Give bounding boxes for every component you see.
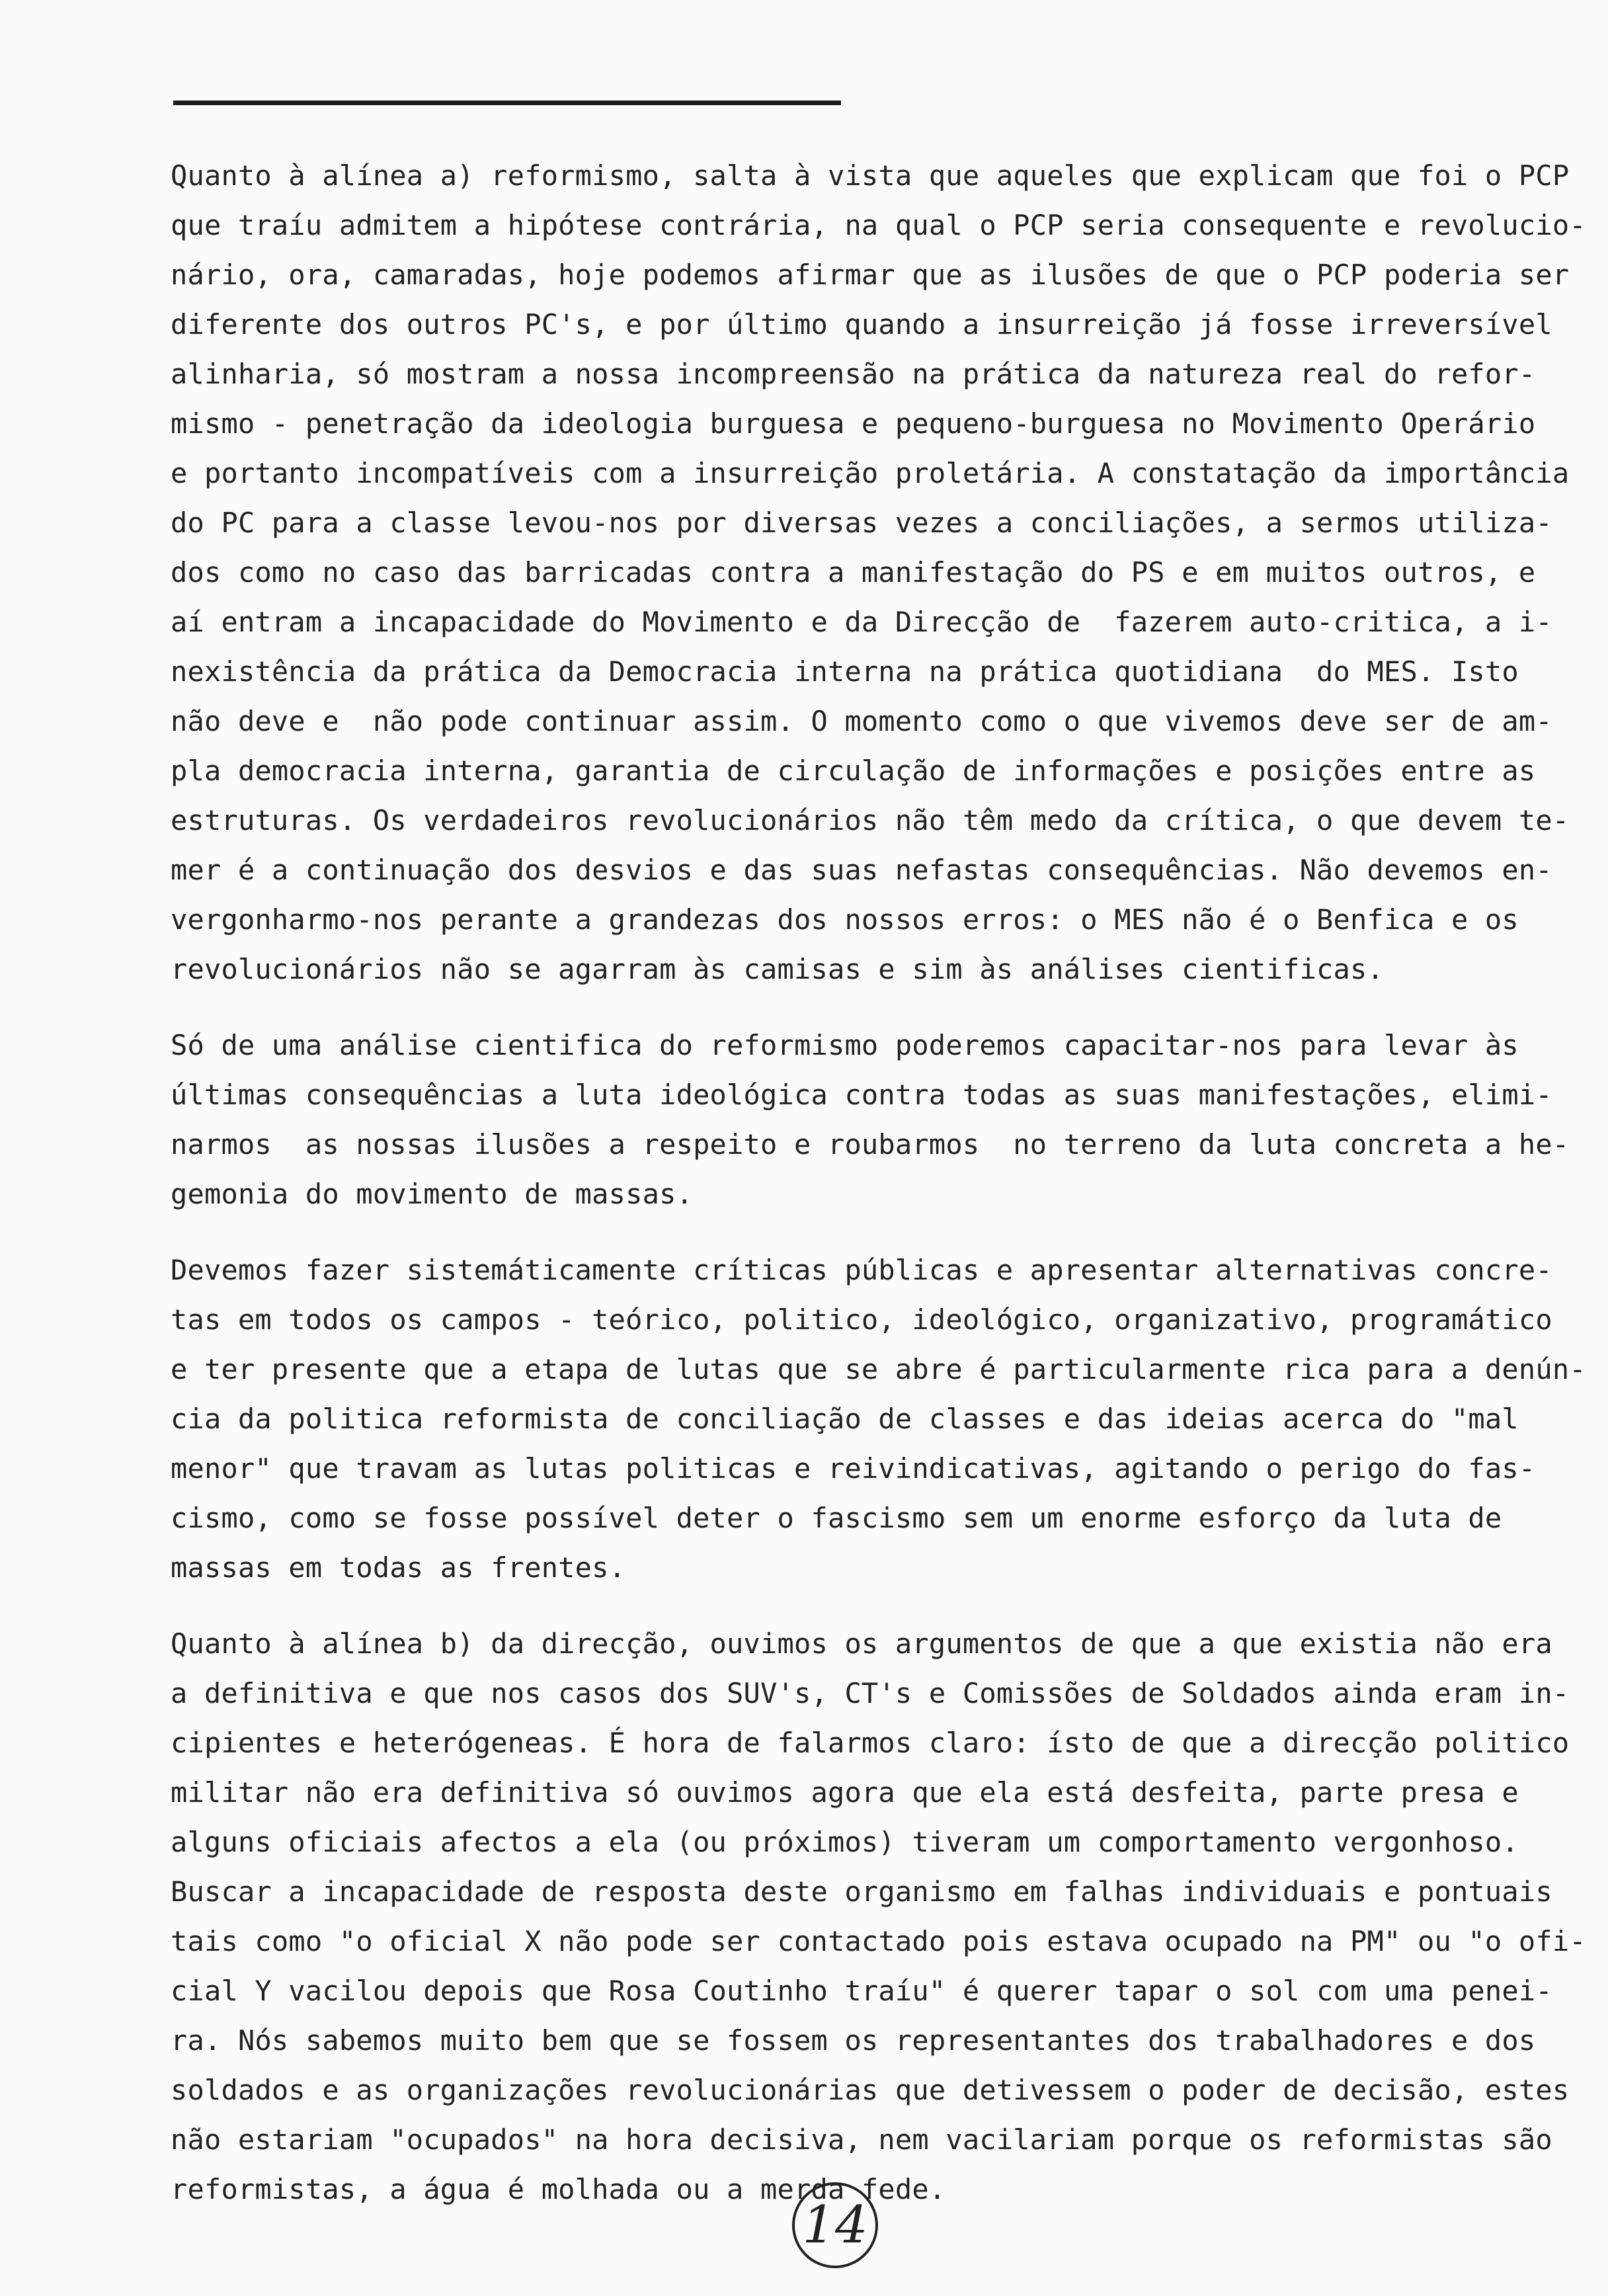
text-line: do PC para a classe levou-nos por diversas vezes a conciliações, a sermos utiliza- [171, 507, 1552, 539]
text-line: aí entram a incapacidade do Movimento e da Direcção de fazerem auto-critica, a i- [171, 606, 1552, 638]
text-line: Quanto à alínea b) da direcção, ouvimos os argumentos de que a que existia não era [171, 1627, 1552, 1660]
text-line: vergonharmo-nos perante a grandezas dos nossos erros: o MES não é o Benfica e os [171, 903, 1519, 936]
text-line: diferente dos outros PC's, e por último quando a insurreição já fosse irreversível [171, 308, 1552, 341]
text-line: mer é a continuação dos desvios e das suas nefastas consequências. Não devemos en- [171, 854, 1552, 886]
text-line: e ter presente que a etapa de lutas que se abre é particularmente rica para a denún- [171, 1353, 1586, 1385]
text-line: e portanto incompatíveis com a insurreição proletária. A constatação da importância [171, 457, 1570, 489]
page-number: 14 [792, 2182, 878, 2268]
text-line: revolucionários não se agarram às camisas e sim às análises cientificas. [171, 953, 1385, 985]
text-line: gemonia do movimento de massas. [171, 1178, 694, 1210]
header-rule [173, 101, 841, 105]
paragraph-direccao [171, 1619, 1586, 2214]
text-line: não deve e não pode continuar assim. O momento como o que vivemos deve ser de am- [171, 705, 1552, 737]
text-line: dos como no caso das barricadas contra a manifestação do PS e em muitos outros, e [171, 556, 1536, 589]
text-line: narmos as nossas ilusões a respeito e roubarmos no terreno da luta concreta a he- [171, 1128, 1570, 1161]
text-line: reformistas, a água é molhada ou a merda fede. [171, 2173, 946, 2205]
text-line: alguns oficiais afectos a ela (ou próximos) tiveram um comportamento vergonhoso. [171, 1826, 1519, 1858]
text-line: cismo, como se fosse possível deter o fascismo sem um enorme esforço da luta de [171, 1502, 1502, 1534]
text-line: Quanto à alínea a) reformismo, salta à vista que aqueles que explicam que foi o PCP [171, 159, 1570, 192]
text-line: Só de uma análise cientifica do reformismo poderemos capacitar-nos para levar às [171, 1029, 1519, 1061]
paragraph-analise-cientifica [171, 1020, 1570, 1219]
text-line: mismo - penetração da ideologia burguesa e pequeno-burguesa no Movimento Operário [171, 407, 1536, 440]
text-line: nário, ora, camaradas, hoje podemos afirmar que as ilusões de que o PCP poderia ser [171, 259, 1570, 291]
text-line: últimas consequências a luta ideológica contra todas as suas manifestações, elimi- [171, 1079, 1552, 1111]
paragraph-reformismo [171, 151, 1586, 994]
text-line: não estariam "ocupados" na hora decisiva, nem vacilariam porque os reformistas são [171, 2123, 1552, 2156]
text-line: a definitiva e que nos casos dos SUV's, CT's e Comissões de Soldados ainda eram in- [171, 1677, 1570, 1709]
text-line: militar não era definitiva só ouvimos agora que ela está desfeita, parte presa e [171, 1776, 1519, 1809]
text-line: alinharia, só mostram a nossa incompreensão na prática da natureza real do refor- [171, 358, 1536, 390]
text-line: Devemos fazer sistemáticamente críticas públicas e apresentar alternativas concre- [171, 1254, 1552, 1286]
text-line: soldados e as organizações revolucionárias que detivessem o poder de decisão, estes [171, 2074, 1570, 2106]
text-line: tais como "o oficial X não pode ser contactado pois estava ocupado na PM" ou "o ofi- [171, 1925, 1586, 1957]
paragraph-criticas-publicas [171, 1245, 1586, 1592]
text-line: nexistência da prática da Democracia interna na prática quotidiana do MES. Isto [171, 655, 1519, 688]
text-line: massas em todas as frentes. [171, 1551, 626, 1584]
text-line: ra. Nós sabemos muito bem que se fossem os representantes dos trabalhadores e dos [171, 2024, 1536, 2057]
text-line: pla democracia interna, garantia de circulação de informações e posições entre as [171, 755, 1536, 787]
text-line: que traíu admitem a hipótese contrária, na qual o PCP seria consequente e revolucio- [171, 209, 1586, 241]
text-line: cia da politica reformista de conciliação de classes e das ideias acerca do "mal [171, 1403, 1519, 1435]
text-line: estruturas. Os verdadeiros revolucionários não têm medo da crítica, o que devem te- [171, 804, 1570, 837]
document-body [171, 151, 1586, 2240]
text-line: Buscar a incapacidade de resposta deste organismo em falhas individuais e pontuais [171, 1875, 1552, 1908]
text-line: menor" que travam as lutas politicas e reivindicativas, agitando o perigo do fas- [171, 1452, 1536, 1485]
text-line: cial Y vacilou depois que Rosa Coutinho traíu" é querer tapar o sol com uma penei- [171, 1975, 1552, 2007]
text-line: tas em todos os campos - teórico, politico, ideológico, organizativo, programático [171, 1303, 1552, 1336]
text-line: cipientes e heterógeneas. É hora de falarmos claro: ísto de que a direcção politico [171, 1727, 1570, 1759]
